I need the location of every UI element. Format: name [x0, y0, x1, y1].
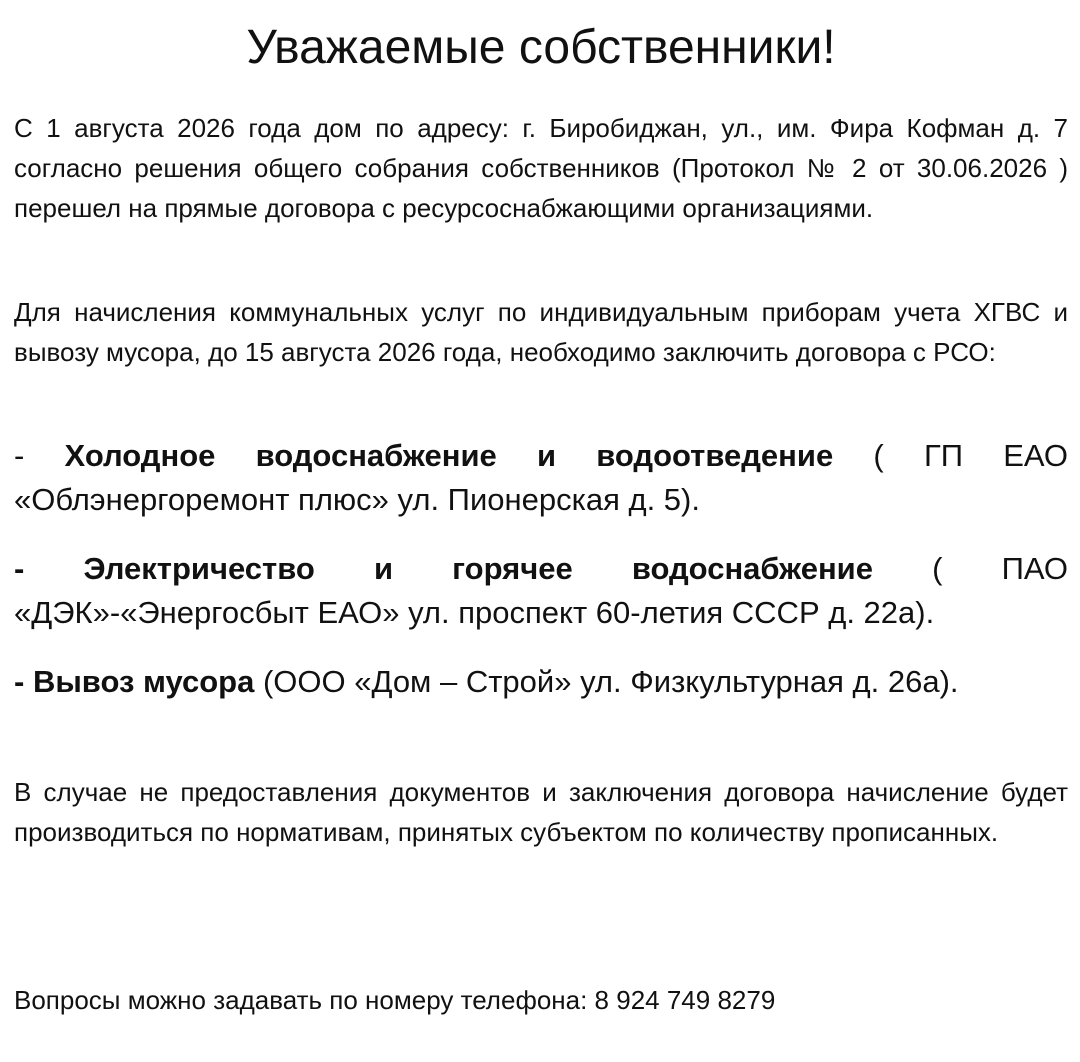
service-item-prefix: -: [14, 438, 65, 473]
service-item-garbage: [14, 660, 1068, 704]
accrual-paragraph: Для начисления коммунальных услуг по индивидуальным приборам учета ХГВС и вывозу мусора, до 15 августа 2026 года, необходимо заключить договора с РСО:: [14, 297, 1068, 367]
service-item-name: Холодное водоснабжение и водоотведение: [64, 438, 834, 473]
service-item-provider: (ООО «Дом – Строй» ул. Физкультурная д. 26а).: [254, 664, 959, 699]
notice-page: [14, 0, 1068, 1062]
service-item-cold-water: [14, 434, 1068, 522]
warning-paragraph: В случае не предоставления документов и заключения договора начисление будет производиться по нормативам, принятых субъектом по количеству прописанных.: [14, 777, 1068, 847]
service-item-electricity: [14, 547, 1068, 635]
service-item-name: Электричество и горячее водоснабжение: [83, 551, 873, 586]
service-item-prefix: -: [14, 664, 33, 699]
service-item-name: Вывоз мусора: [32, 664, 255, 699]
contacts-line: Вопросы можно задавать по номеру телефона: 8 924 749 8279: [14, 985, 776, 1015]
service-item-provider: ( ПАО «ДЭК»-«Энергосбыт ЕАО» ул. проспект 60-летия СССР д. 22а).: [14, 551, 1068, 630]
service-item-prefix: -: [14, 551, 84, 586]
service-item-provider: ( ГП ЕАО «Облэнергоремонт плюс» ул. Пионерская д. 5).: [14, 438, 1069, 517]
intro-paragraph: С 1 августа 2026 года дом по адресу: г. Биробиджан, ул., им. Фира Кофман д. 7 согласно решения общего собрания собственников (Протокол № 2 от 30.06.2026 ) перешел на прямые договора с ресурсоснабжающими организациями.: [14, 113, 1068, 223]
notice-title: Уважаемые собственники!: [246, 21, 836, 74]
